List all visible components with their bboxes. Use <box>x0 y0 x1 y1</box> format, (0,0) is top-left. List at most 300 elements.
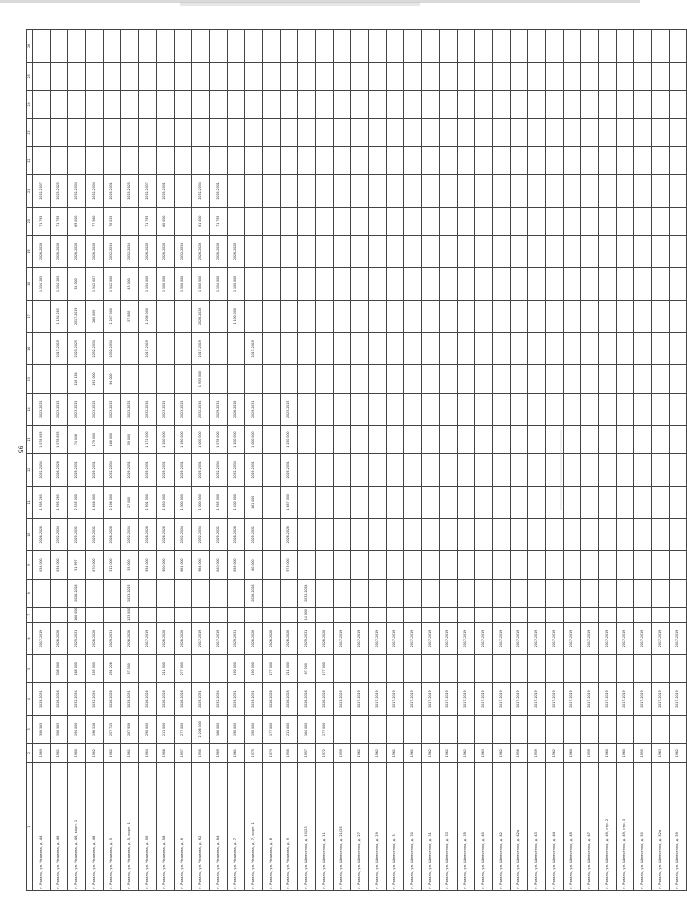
value-cell <box>351 175 369 207</box>
value-cell: 2032-2034 <box>298 579 316 607</box>
value-cell: 2017-2019 <box>599 622 617 654</box>
value-cell <box>492 30 510 63</box>
value-cell <box>669 519 687 551</box>
value-cell <box>386 62 404 90</box>
value-cell <box>174 333 192 365</box>
value-cell <box>68 90 86 118</box>
address-cell: г. Рязань, ул. Чкалова, д. 64 <box>209 763 227 891</box>
value-cell <box>528 268 546 300</box>
value-cell <box>68 62 86 90</box>
value-cell <box>599 300 617 332</box>
table-row <box>351 30 369 891</box>
value-cell <box>669 607 687 622</box>
value-cell <box>510 607 528 622</box>
value-cell <box>634 62 652 90</box>
value-cell: 2026-2028 <box>103 683 121 715</box>
value-cell <box>333 365 351 393</box>
value-cell <box>669 333 687 365</box>
value-cell: 2029-2031 <box>139 454 157 486</box>
value-cell <box>616 268 634 300</box>
value-cell <box>439 175 457 207</box>
value-cell <box>316 300 334 332</box>
value-cell: 2026-2028 <box>50 683 68 715</box>
value-cell <box>475 235 493 267</box>
value-cell <box>616 486 634 518</box>
value-cell <box>33 333 51 365</box>
address-cell: г. Рязань, ул. Шевченко, д. 30 <box>404 763 422 891</box>
value-cell: 1973 <box>262 743 280 762</box>
value-cell <box>457 393 475 425</box>
value-cell <box>103 90 121 118</box>
value-cell <box>616 207 634 235</box>
value-cell <box>369 655 387 683</box>
value-cell: 1 000 000 <box>192 268 210 300</box>
value-cell <box>634 365 652 393</box>
value-cell <box>139 30 157 63</box>
value-cell: 2026-2028 <box>139 235 157 267</box>
value-cell <box>404 118 422 146</box>
address-cell: г. Рязань, ул. Шевченко, д. 31 <box>422 763 440 891</box>
value-cell <box>351 90 369 118</box>
column-number-cell: 13 <box>27 426 33 454</box>
value-cell <box>510 175 528 207</box>
value-cell <box>581 235 599 267</box>
address-cell: г. Рязань, ул. Шевченко, д. 59 <box>669 763 687 891</box>
value-cell <box>475 90 493 118</box>
value-cell <box>652 486 670 518</box>
value-cell: 2023-2025 <box>50 175 68 207</box>
value-cell: 87 000 <box>298 655 316 683</box>
value-cell <box>652 519 670 551</box>
value-cell: 2017-2019 <box>439 622 457 654</box>
value-cell <box>581 551 599 579</box>
value-cell <box>669 118 687 146</box>
value-cell <box>369 579 387 607</box>
value-cell <box>457 147 475 175</box>
value-cell: 2029-2031 <box>121 683 139 715</box>
value-cell <box>369 715 387 743</box>
column-number-cell: 19 <box>27 235 33 267</box>
value-cell <box>369 235 387 267</box>
value-cell <box>369 175 387 207</box>
value-cell <box>616 579 634 607</box>
address-cell: г. Рязань, ул. Шевченко, д. 42а <box>510 763 528 891</box>
value-cell <box>386 175 404 207</box>
value-cell: 69 000 <box>68 207 86 235</box>
value-cell <box>33 579 51 607</box>
value-cell: 2032-2034 <box>103 333 121 365</box>
value-cell <box>156 333 174 365</box>
value-cell <box>457 607 475 622</box>
value-cell <box>209 607 227 622</box>
value-cell <box>652 90 670 118</box>
value-cell: 1962 <box>492 743 510 762</box>
value-cell: 2017-2019 <box>351 683 369 715</box>
value-cell: 2017-2019 <box>616 622 634 654</box>
value-cell <box>422 454 440 486</box>
value-cell <box>528 579 546 607</box>
value-cell <box>616 175 634 207</box>
column-number-cell: 24 <box>27 90 33 118</box>
value-cell: 43 000 <box>121 268 139 300</box>
table-row <box>245 30 263 891</box>
value-cell <box>492 365 510 393</box>
value-cell: 2032-2034 <box>192 519 210 551</box>
value-cell: 81 400 <box>192 207 210 235</box>
value-cell: 2032-2034 <box>33 454 51 486</box>
value-cell <box>616 235 634 267</box>
value-cell <box>492 655 510 683</box>
value-cell <box>404 333 422 365</box>
value-cell <box>50 607 68 622</box>
value-cell <box>262 30 280 63</box>
value-cell <box>156 300 174 332</box>
value-cell: 2026-2028 <box>280 683 298 715</box>
value-cell <box>262 300 280 332</box>
value-cell: 2026-2028 <box>121 622 139 654</box>
value-cell: 2023-2025 <box>121 579 139 607</box>
value-cell <box>316 90 334 118</box>
value-cell <box>563 551 581 579</box>
value-cell <box>492 393 510 425</box>
value-cell <box>245 147 263 175</box>
value-cell: 2 196 000 <box>103 486 121 518</box>
value-cell: 194 000 <box>68 715 86 743</box>
value-cell <box>545 393 563 425</box>
value-cell <box>616 607 634 622</box>
column-number-cell: 15 <box>27 365 33 393</box>
value-cell: 177 000 <box>262 655 280 683</box>
value-cell <box>298 268 316 300</box>
value-cell: 2032-2034 <box>86 175 104 207</box>
value-cell <box>333 655 351 683</box>
value-cell <box>174 62 192 90</box>
value-cell <box>563 486 581 518</box>
value-cell <box>439 365 457 393</box>
value-cell <box>669 486 687 518</box>
column-number-cell: 5 <box>27 655 33 683</box>
address-cell: г. Рязань, ул. Чкалова, д. 48 <box>86 763 104 891</box>
value-cell <box>386 655 404 683</box>
table-row <box>634 30 652 891</box>
value-cell: 94 000 <box>103 365 121 393</box>
value-cell: 1 100 000 <box>227 426 245 454</box>
value-cell: 858 000 <box>227 551 245 579</box>
value-cell <box>262 551 280 579</box>
value-cell: 2029-2031 <box>227 683 245 715</box>
value-cell: 2017-2019 <box>475 683 493 715</box>
value-cell <box>316 207 334 235</box>
address-cell: г. Рязань, ул. Чкалова, д. 58 <box>156 763 174 891</box>
value-cell <box>439 551 457 579</box>
value-cell <box>351 607 369 622</box>
value-cell: 277 000 <box>174 655 192 683</box>
value-cell: 1975 <box>245 743 263 762</box>
value-cell <box>369 393 387 425</box>
value-cell <box>298 519 316 551</box>
value-cell <box>652 655 670 683</box>
value-cell: 2017-2019 <box>139 333 157 365</box>
value-cell <box>280 118 298 146</box>
address-cell: г. Рязань, ул. Чкалова, д. 8 <box>262 763 280 891</box>
value-cell <box>545 118 563 146</box>
value-cell: 1 100 000 <box>227 300 245 332</box>
value-cell: 2026-2028 <box>316 622 334 654</box>
value-cell <box>422 118 440 146</box>
address-cell: г. Рязань, ул. Шевченко, д. 44 <box>545 763 563 891</box>
address-cell: г. Рязань, ул. Чкалова, д. 46, корп. 1 <box>68 763 86 891</box>
value-cell <box>510 90 528 118</box>
value-cell <box>369 118 387 146</box>
value-cell <box>510 365 528 393</box>
value-cell <box>245 62 263 90</box>
value-cell: 2026-2028 <box>156 235 174 267</box>
value-cell: 257 725 <box>103 715 121 743</box>
value-cell <box>386 365 404 393</box>
value-cell <box>262 147 280 175</box>
value-cell <box>634 486 652 518</box>
address-cell: г. Рязань, ул. Шевченко, д. 50 <box>634 763 652 891</box>
value-cell <box>475 519 493 551</box>
value-cell <box>333 426 351 454</box>
value-cell <box>634 207 652 235</box>
value-cell <box>386 486 404 518</box>
value-cell <box>156 30 174 63</box>
value-cell <box>386 207 404 235</box>
value-cell <box>510 62 528 90</box>
value-cell <box>298 147 316 175</box>
value-cell <box>139 655 157 683</box>
value-cell <box>280 90 298 118</box>
value-cell: 2026-2028 <box>50 454 68 486</box>
value-cell <box>581 268 599 300</box>
value-cell: 2017-2019 <box>333 622 351 654</box>
value-cell <box>245 300 263 332</box>
value-cell: 954 000 <box>139 551 157 579</box>
value-cell: 2026-2028 <box>262 683 280 715</box>
value-cell: 861 000 <box>174 551 192 579</box>
value-cell <box>563 90 581 118</box>
value-cell: 2017-2019 <box>510 683 528 715</box>
value-cell <box>457 300 475 332</box>
value-cell: 177 000 <box>262 715 280 743</box>
value-cell <box>475 426 493 454</box>
value-cell <box>369 551 387 579</box>
value-cell <box>634 454 652 486</box>
value-cell: 1989 <box>33 743 51 762</box>
value-cell <box>457 426 475 454</box>
value-cell <box>422 519 440 551</box>
value-cell: 1955 <box>634 743 652 762</box>
value-cell <box>245 607 263 622</box>
value-cell <box>492 300 510 332</box>
value-cell <box>103 579 121 607</box>
value-cell <box>581 147 599 175</box>
value-cell <box>475 393 493 425</box>
value-cell <box>545 175 563 207</box>
value-cell: 60 000 <box>245 551 263 579</box>
value-cell <box>192 607 210 622</box>
value-cell: 2017-2019 <box>386 622 404 654</box>
value-cell <box>475 300 493 332</box>
value-cell <box>386 607 404 622</box>
value-cell <box>245 207 263 235</box>
value-cell <box>262 207 280 235</box>
value-cell: 2032-2034 <box>68 175 86 207</box>
value-cell: 2026-2028 <box>298 683 316 715</box>
table-row <box>227 30 245 891</box>
value-cell <box>369 147 387 175</box>
table-row <box>192 30 210 891</box>
value-cell <box>404 715 422 743</box>
address-cell: г. Рязань, ул. Шевченко, д. 49, стр. 3 <box>616 763 634 891</box>
value-cell <box>245 235 263 267</box>
value-cell <box>351 207 369 235</box>
value-cell: 1 000 000 <box>245 426 263 454</box>
value-cell: 1962 <box>369 743 387 762</box>
value-cell <box>121 207 139 235</box>
value-cell <box>422 365 440 393</box>
value-cell <box>386 235 404 267</box>
value-cell <box>634 175 652 207</box>
value-cell: 2023-2025 <box>121 393 139 425</box>
value-cell: 78 025 <box>103 207 121 235</box>
value-cell <box>492 519 510 551</box>
value-cell <box>227 365 245 393</box>
value-cell <box>669 454 687 486</box>
address-cell: г. Рязань, ул. Чкалова, д. 56 <box>139 763 157 891</box>
value-cell <box>528 90 546 118</box>
value-cell <box>351 551 369 579</box>
value-cell <box>386 426 404 454</box>
value-cell: 2029-2031 <box>68 622 86 654</box>
value-cell: 2017-2019 <box>457 683 475 715</box>
value-cell <box>209 147 227 175</box>
value-cell <box>652 175 670 207</box>
value-cell <box>316 519 334 551</box>
value-cell <box>581 426 599 454</box>
value-cell: 71 795 <box>50 207 68 235</box>
value-cell <box>563 579 581 607</box>
value-cell: 1 200 000 <box>156 426 174 454</box>
value-cell: 2029-2031 <box>86 519 104 551</box>
value-cell: 2017-2019 <box>510 622 528 654</box>
value-cell: 308 000 <box>50 655 68 683</box>
value-cell <box>599 333 617 365</box>
value-cell <box>422 300 440 332</box>
value-cell <box>404 175 422 207</box>
value-cell: 2032-2034 <box>103 235 121 267</box>
value-cell <box>422 30 440 63</box>
value-cell <box>192 147 210 175</box>
value-cell <box>333 393 351 425</box>
value-cell <box>545 579 563 607</box>
value-cell <box>262 333 280 365</box>
value-cell <box>616 454 634 486</box>
address-cell: г. Рязань, ул. Шевченко, д. 21/25 <box>333 763 351 891</box>
value-cell: 1 250 000 <box>280 426 298 454</box>
value-cell <box>103 118 121 146</box>
table-row <box>50 30 68 891</box>
column-number-cell: 1 <box>27 763 33 891</box>
value-cell <box>68 147 86 175</box>
table-row <box>563 30 581 891</box>
value-cell: 2017-2019 <box>245 333 263 365</box>
value-cell <box>33 118 51 146</box>
value-cell <box>652 300 670 332</box>
value-cell <box>599 175 617 207</box>
value-cell <box>209 62 227 90</box>
value-cell <box>369 454 387 486</box>
value-cell <box>86 579 104 607</box>
value-cell <box>475 147 493 175</box>
value-cell: 71 795 <box>139 207 157 235</box>
value-cell <box>439 62 457 90</box>
value-cell: 1 154 285 <box>50 300 68 332</box>
value-cell <box>669 62 687 90</box>
value-cell <box>139 365 157 393</box>
value-cell <box>457 30 475 63</box>
value-cell <box>174 147 192 175</box>
value-cell <box>333 62 351 90</box>
value-cell <box>545 300 563 332</box>
value-cell <box>262 268 280 300</box>
value-cell <box>86 90 104 118</box>
value-cell: 2017-2019 <box>652 622 670 654</box>
value-cell <box>227 30 245 63</box>
value-cell <box>652 454 670 486</box>
value-cell <box>599 235 617 267</box>
value-cell <box>404 365 422 393</box>
value-cell <box>262 118 280 146</box>
value-cell: 2026-2028 <box>280 519 298 551</box>
value-cell: 1 172 000 <box>139 426 157 454</box>
value-cell <box>316 118 334 146</box>
value-cell: 2017-2019 <box>599 683 617 715</box>
table-row <box>121 30 139 891</box>
column-number-cell: 17 <box>27 300 33 332</box>
column-number-cell: 16 <box>27 333 33 365</box>
value-cell <box>599 607 617 622</box>
value-cell <box>616 300 634 332</box>
value-cell: 2029-2031 <box>245 454 263 486</box>
value-cell <box>174 90 192 118</box>
value-cell <box>581 175 599 207</box>
value-cell: 2017-2019 <box>192 333 210 365</box>
value-cell <box>333 333 351 365</box>
value-cell <box>209 118 227 146</box>
value-cell <box>616 426 634 454</box>
value-cell <box>351 486 369 518</box>
value-cell <box>475 175 493 207</box>
value-cell: 1963 <box>475 743 493 762</box>
address-cell: г. Рязань, ул. Шевченко, д. 27 <box>351 763 369 891</box>
value-cell <box>33 607 51 622</box>
value-cell: 1989 <box>209 743 227 762</box>
value-cell <box>333 607 351 622</box>
value-cell <box>599 519 617 551</box>
address-cell: г. Рязань, ул. Шевченко, д. 49, стр. 2 <box>599 763 617 891</box>
table-row <box>68 30 86 891</box>
column-number-cell: 11 <box>27 486 33 518</box>
value-cell <box>457 268 475 300</box>
value-cell <box>404 207 422 235</box>
value-cell <box>652 333 670 365</box>
value-cell: 2032-2034 <box>209 454 227 486</box>
value-cell: 2026-2028 <box>245 622 263 654</box>
value-cell: 1 595 285 <box>50 486 68 518</box>
value-cell <box>599 393 617 425</box>
